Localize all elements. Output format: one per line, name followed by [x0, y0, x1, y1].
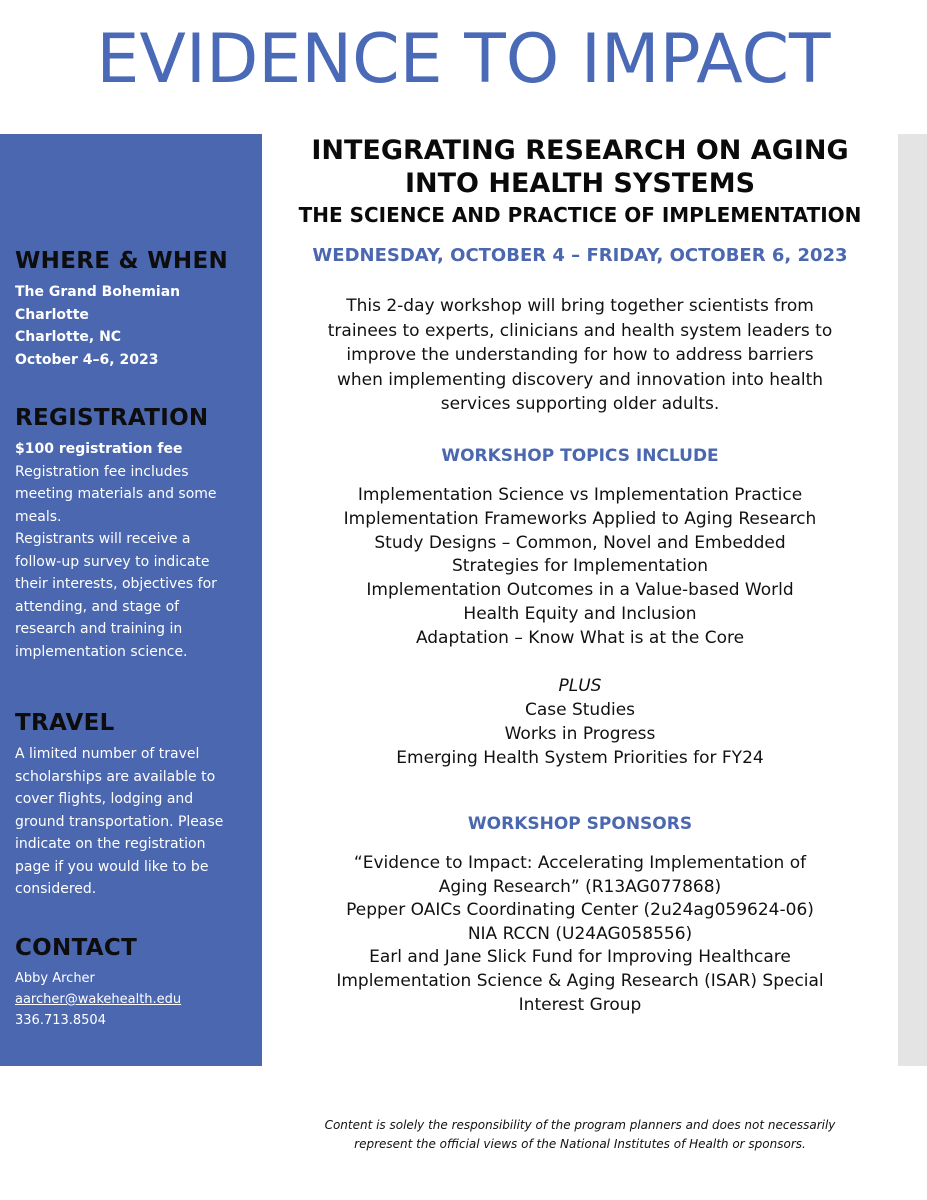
travel-line: indicate on the registration	[15, 836, 206, 852]
registration-line: meals.	[15, 508, 62, 525]
sponsor-line: NIA RCCN (U24AG058556)	[467, 923, 693, 944]
workshop-subtitle: THE SCIENCE AND PRACTICE OF IMPLEMENTATION	[298, 203, 862, 227]
contact-phone: 336.713.8504	[15, 1013, 106, 1028]
contact-email-link[interactable]: aarcher@wakehealth.edu	[15, 992, 182, 1007]
contact-heading: CONTACT	[15, 935, 138, 961]
travel-line: scholarships are available to	[15, 768, 216, 785]
sponsor-line: Interest Group	[518, 994, 642, 1015]
sponsors-list	[262, 852, 898, 1017]
registration-line: meeting materials and some	[15, 486, 217, 502]
registration-line: attending, and stage of	[15, 598, 180, 615]
topic-item: Health Equity and Inclusion	[463, 603, 697, 624]
travel-line: cover flights, lodging and	[15, 791, 194, 807]
registration-line: Registrants will receive a	[15, 531, 191, 547]
page-banner-title: EVIDENCE TO IMPACT	[96, 20, 831, 99]
disclaimer-line: represent the official views of the National Institutes of Health or sponsors.	[354, 1137, 806, 1151]
workshop-title	[262, 134, 898, 200]
travel-heading: TRAVEL	[15, 710, 115, 736]
where-when-heading: WHERE & WHEN	[15, 248, 229, 274]
sponsors-heading: WORKSHOP SPONSORS	[467, 814, 693, 834]
where-when-section	[15, 247, 253, 371]
travel-details	[15, 743, 253, 901]
intro-paragraph	[262, 294, 898, 417]
registration-section	[15, 404, 253, 663]
registration-line: Registration fee includes	[15, 463, 189, 480]
plus-item: Emerging Health System Priorities for FY24	[396, 748, 764, 768]
workshop-title-line: INTO HEALTH SYSTEMS	[404, 168, 756, 199]
plus-item: Case Studies	[524, 700, 636, 720]
venue-location: Charlotte, NC	[15, 329, 122, 345]
intro-line: services supporting older adults.	[440, 394, 720, 414]
contact-section	[15, 934, 253, 1031]
travel-line: ground transportation. Please	[15, 813, 224, 830]
registration-details	[15, 438, 253, 663]
plus-list	[262, 674, 898, 770]
registration-line: their interests, objectives for	[15, 576, 217, 592]
disclaimer-footer	[262, 1116, 898, 1154]
topic-item: Implementation Science vs Implementation Practice	[357, 485, 803, 505]
topic-item: Implementation Outcomes in a Value-based World	[366, 580, 794, 601]
sponsor-line: Pepper OAICs Coordinating Center (2u24ag059624-06)	[346, 900, 814, 921]
travel-line: page if you would like to be	[15, 858, 209, 875]
info-sidebar	[0, 134, 262, 1066]
intro-line: when implementing discovery and innovation into health	[336, 369, 824, 390]
decorative-side-strip	[898, 134, 927, 1066]
topic-item: Study Designs – Common, Novel and Embedded	[374, 532, 786, 553]
topics-list	[262, 484, 898, 651]
registration-heading: REGISTRATION	[15, 405, 209, 431]
registration-line: implementation science.	[15, 643, 188, 660]
sponsor-line: Implementation Science & Aging Research (ISAR) Special	[336, 970, 824, 991]
sponsor-line: Earl and Jane Slick Fund for Improving Healthcare	[369, 947, 791, 968]
workshop-dates: WEDNESDAY, OCTOBER 4 – FRIDAY, OCTOBER 6, 2023	[312, 245, 848, 266]
contact-details	[15, 968, 253, 1031]
intro-line: trainees to experts, clinicians and health system leaders to	[327, 320, 833, 341]
workshop-title-line: INTEGRATING RESEARCH ON AGING	[311, 135, 849, 166]
registration-line: research and training in	[15, 621, 183, 637]
event-dates: October 4–6, 2023	[15, 351, 159, 368]
plus-label: PLUS	[558, 676, 602, 696]
disclaimer-line: Content is solely the responsibility of the program planners and does not necessarily	[324, 1118, 836, 1132]
topics-heading: WORKSHOP TOPICS INCLUDE	[441, 446, 719, 466]
venue-name: The Grand Bohemian	[15, 284, 181, 300]
contact-name: Abby Archer	[15, 971, 95, 986]
intro-line: This 2-day workshop will bring together scientists from	[346, 296, 814, 316]
plus-item: Works in Progress	[504, 724, 656, 744]
travel-line: A limited number of travel	[15, 746, 200, 762]
topic-item: Strategies for Implementation	[452, 556, 708, 577]
topic-item: Adaptation – Know What is at the Core	[415, 627, 745, 648]
sponsor-line: “Evidence to Impact: Accelerating Implementation of	[353, 853, 807, 873]
registration-fee: $100 registration fee	[15, 441, 183, 457]
registration-line: follow-up survey to indicate	[15, 553, 210, 570]
topic-item: Implementation Frameworks Applied to Aging Research	[343, 508, 817, 529]
where-when-details	[15, 281, 253, 371]
intro-line: improve the understanding for how to address barriers	[346, 345, 814, 365]
sponsor-line: Aging Research” (R13AG077868)	[438, 876, 722, 897]
travel-line: considered.	[15, 881, 97, 897]
venue-city: Charlotte	[15, 306, 89, 323]
travel-section	[15, 709, 253, 901]
